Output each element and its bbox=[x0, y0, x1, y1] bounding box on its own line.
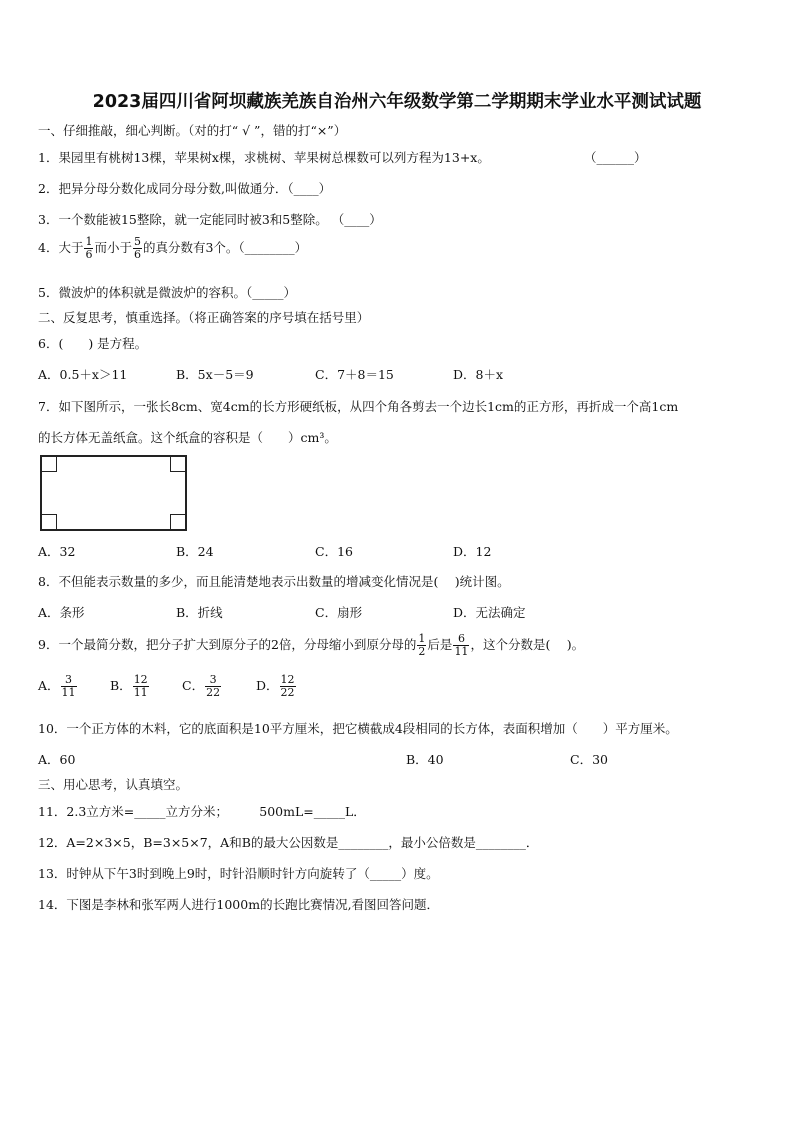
question-8: 8．不但能表示数量的多少，而且能清楚地表示出数量的增减变化情况是( )统计图。 bbox=[38, 574, 510, 589]
fraction bbox=[417, 633, 426, 658]
question-14: 14．下图是李林和张军两人进行1000m的长跑比赛情况,看图回答问题． bbox=[38, 897, 440, 912]
fraction-numerator: 12 bbox=[133, 673, 148, 686]
question-8-option-b: B．折线 bbox=[176, 605, 223, 620]
corner-square-bottom-left bbox=[42, 514, 57, 529]
fraction-denominator: 11 bbox=[454, 645, 469, 658]
question-5: 5．微波炉的体积就是微波炉的容积。（_____） bbox=[38, 285, 296, 300]
fraction bbox=[133, 674, 149, 699]
question-4 bbox=[38, 236, 307, 261]
fraction-numerator: 6 bbox=[453, 633, 469, 646]
fraction bbox=[84, 236, 93, 261]
question-9-option-c bbox=[182, 674, 222, 699]
fraction-numerator: 1 bbox=[418, 632, 426, 645]
question-7-option-b: B．24 bbox=[176, 544, 214, 559]
question-10: 10．一个正方体的木料，它的底面积是10平方厘米，把它横截成4段相同的长方体，表面积增加（ ）平方厘米。 bbox=[38, 721, 678, 736]
question-7-line-1: 7．如下图所示，一张长8cm、宽4cm的长方形硬纸板，从四个角各剪去一个边长1cm的正方形，再折成一个高1cm bbox=[38, 399, 679, 414]
question-9-text-b: 后是 bbox=[427, 637, 453, 652]
question-1 bbox=[38, 148, 490, 166]
question-1-blank: （______） bbox=[584, 150, 647, 165]
fraction bbox=[205, 674, 221, 699]
section-3-heading: 三、用心思考，认真填空。 bbox=[38, 777, 189, 792]
option-label: C． bbox=[182, 678, 205, 693]
fraction-denominator: 2 bbox=[418, 645, 426, 658]
question-6-option-b: B．5x－5＝9 bbox=[176, 367, 254, 382]
question-9-text-c: ，这个分数是( )。 bbox=[470, 637, 585, 652]
question-12: 12．A=2×3×5，B=3×5×7，A和B的最大公因数是________，最小公倍数是________． bbox=[38, 835, 539, 850]
question-7-option-a: A．32 bbox=[38, 544, 76, 559]
question-1-text: 1．果园里有桃树13棵，苹果树x棵，求桃树、苹果树总棵数可以列方程为13+x。 bbox=[38, 150, 490, 165]
fraction-denominator: 22 bbox=[206, 686, 221, 699]
question-2: 2．把异分母分数化成同分母分数,叫做通分．（____） bbox=[38, 181, 332, 196]
question-13: 13．时钟从下午3时到晚上9时，时针沿顺时针方向旋转了（_____）度。 bbox=[38, 866, 439, 881]
fraction-denominator: 6 bbox=[85, 248, 93, 261]
page-title: 2023届四川省阿坝藏族羌族自治州六年级数学第二学期期末学业水平测试试题 bbox=[92, 92, 702, 112]
fraction-numerator: 1 bbox=[85, 235, 93, 248]
option-label: D． bbox=[256, 678, 279, 693]
question-7-option-d: D．12 bbox=[453, 544, 492, 559]
question-9-option-b bbox=[110, 674, 150, 699]
question-10-option-b: B．40 bbox=[406, 752, 444, 767]
fraction-numerator: 3 bbox=[205, 674, 221, 687]
corner-square-top-right bbox=[170, 457, 185, 472]
question-9-option-a bbox=[38, 674, 78, 699]
question-6-option-d: D．8＋x bbox=[453, 367, 504, 382]
question-3: 3．一个数能被15整除，就一定能同时被3和5整除。 （____） bbox=[38, 212, 382, 227]
fraction-denominator: 11 bbox=[133, 686, 148, 699]
option-label: A． bbox=[38, 678, 60, 693]
fraction-denominator: 22 bbox=[280, 686, 295, 699]
fraction-numerator: 5 bbox=[133, 235, 141, 248]
fraction bbox=[453, 633, 469, 658]
question-9-text-a: 9．一个最简分数，把分子扩大到原分子的2倍，分母缩小到原分母的 bbox=[38, 637, 417, 652]
section-2-heading: 二、反复思考，慎重选择。（将正确答案的序号填在括号里） bbox=[38, 310, 370, 325]
section-1-heading: 一、仔细推敲，细心判断。（对的打“ √ ”，错的打“×”） bbox=[38, 123, 347, 138]
cardboard-diagram bbox=[40, 455, 187, 531]
question-10-option-c: C．30 bbox=[570, 752, 608, 767]
question-8-option-a: A．条形 bbox=[38, 605, 85, 620]
fraction-numerator: 12 bbox=[280, 673, 295, 686]
fraction-denominator: 11 bbox=[61, 686, 76, 699]
question-4-text-b: 而小于 bbox=[94, 240, 132, 255]
fraction-numerator: 3 bbox=[61, 674, 77, 687]
question-4-text-a: 4．大于 bbox=[38, 240, 84, 255]
question-4-text-c: 的真分数有3个。（________） bbox=[142, 240, 308, 255]
question-6-option-c: C．7＋8＝15 bbox=[315, 367, 394, 382]
question-9 bbox=[38, 633, 584, 658]
fraction bbox=[133, 236, 142, 261]
question-6: 6．( ) 是方程。 bbox=[38, 336, 148, 351]
fraction bbox=[61, 674, 77, 699]
corner-square-top-left bbox=[42, 457, 57, 472]
question-7-line-2: 的长方体无盖纸盒。这个纸盒的容积是（ ）cm³。 bbox=[38, 430, 337, 445]
fraction-denominator: 6 bbox=[133, 248, 141, 261]
question-11: 11．2.3立方米=_____立方分米； 500mL=_____L． bbox=[38, 804, 366, 819]
question-6-option-a: A．0.5＋x＞11 bbox=[38, 367, 128, 382]
question-10-option-a: A．60 bbox=[38, 752, 76, 767]
question-9-option-d bbox=[256, 674, 297, 699]
fraction bbox=[280, 674, 296, 699]
question-7-option-c: C．16 bbox=[315, 544, 353, 559]
corner-square-bottom-right bbox=[170, 514, 185, 529]
question-8-option-c: C．扇形 bbox=[315, 605, 363, 620]
question-8-option-d: D．无法确定 bbox=[453, 605, 526, 620]
option-label: B． bbox=[110, 678, 132, 693]
